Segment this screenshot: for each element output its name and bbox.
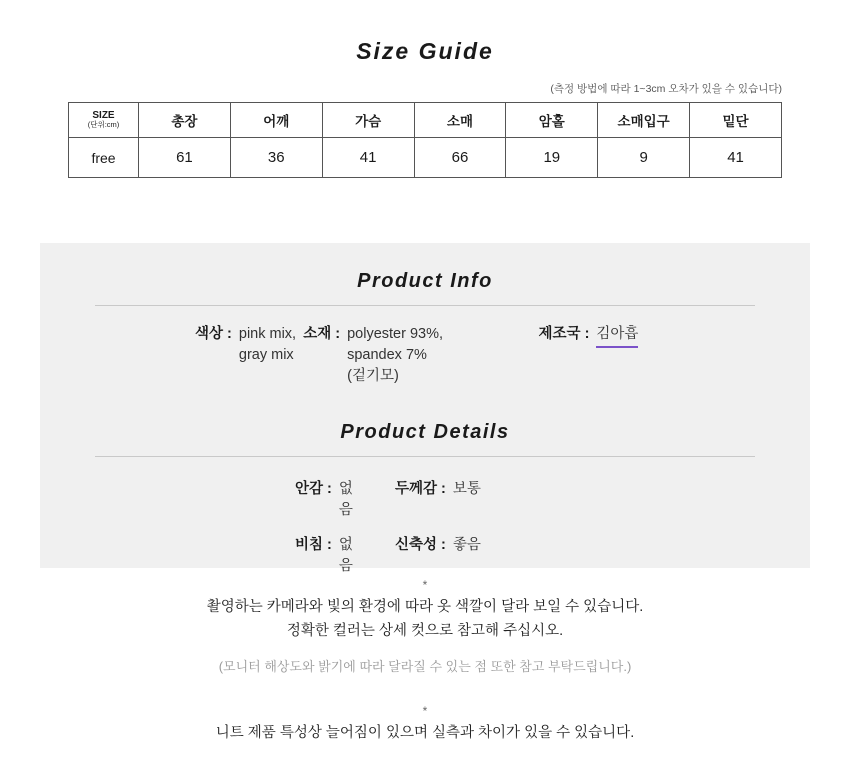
- table-header-cell: 밑단: [690, 103, 782, 138]
- table-header-cell: 암홀: [506, 103, 598, 138]
- table-header-cell: 소매: [414, 103, 506, 138]
- footer-star-1: *: [422, 578, 428, 592]
- product-color-value: [239, 324, 296, 366]
- product-color-label: 색상 :: [195, 326, 232, 342]
- product-info-row: [40, 324, 810, 387]
- product-sheerness-label: 비침 :: [295, 537, 332, 554]
- product-material-value-line2: spandex 7%: [347, 347, 427, 364]
- footer-note-line-2: 정확한 컬러는 상세 컷으로 참고해 주십시오.: [286, 623, 564, 640]
- footer-note-line-1: 촬영하는 카메라와 빛의 환경에 따라 옷 색깔이 달라 보일 수 있습니다.: [206, 599, 644, 616]
- product-details-row-1: [40, 477, 810, 519]
- product-info-panel: [40, 243, 810, 575]
- table-cell-size: free: [69, 138, 139, 178]
- product-origin-label: 제조국 :: [538, 326, 590, 342]
- table-cell: 61: [139, 138, 231, 178]
- table-header-cell: 가슴: [322, 103, 414, 138]
- product-thickness-label: 두께감 :: [395, 481, 446, 498]
- table-header-unit: (단위:cm): [87, 120, 120, 130]
- product-details-row-2: [40, 533, 810, 575]
- table-cell: 19: [506, 138, 598, 178]
- product-material-value: [347, 324, 443, 387]
- product-thickness-field: [345, 477, 605, 519]
- size-guide-measure-note: (측정 방법에 따라 1~3cm 오차가 있을 수 있습니다): [550, 83, 782, 95]
- product-lining-label: 안감 :: [295, 481, 332, 498]
- product-color-value-line2: gray mix: [238, 347, 294, 364]
- table-header-size-label: SIZE: [92, 110, 115, 122]
- product-info-title: Product Info: [357, 270, 493, 292]
- product-elasticity-field: [345, 533, 605, 575]
- product-details-divider: [95, 456, 755, 457]
- table-cell: 41: [690, 138, 782, 178]
- product-origin-value: 김아흡: [596, 324, 638, 348]
- table-header-cell: 소매입구: [598, 103, 690, 138]
- table-cell: 41: [322, 138, 414, 178]
- size-table-container: [0, 102, 850, 178]
- product-thickness-value: 보통: [452, 481, 481, 498]
- footer-block-2: [0, 704, 850, 746]
- table-header-size: [69, 103, 139, 138]
- product-info-divider: [95, 305, 755, 306]
- product-material-value-line1: polyester 93%,: [347, 326, 444, 342]
- product-material-value-line3: (겉기모): [347, 368, 399, 385]
- table-header-cell: 어깨: [230, 103, 322, 138]
- footer-note-line-3: 니트 제품 특성상 늘어짐이 있으며 실측과 차이가 있을 수 있습니다.: [215, 725, 635, 742]
- product-elasticity-value: 좋음: [452, 537, 481, 554]
- product-origin-field: [539, 324, 755, 387]
- table-header-row: [69, 103, 782, 138]
- table-cell: 36: [230, 138, 322, 178]
- size-table: [68, 102, 782, 178]
- table-row: [69, 138, 782, 178]
- size-guide-title: Size Guide: [356, 38, 494, 64]
- footer-star-2: *: [422, 704, 428, 719]
- product-sheerness-field: [95, 533, 353, 575]
- footer-note-muted: (모니터 해상도와 밝기에 따라 달라질 수 있는 점 또한 참고 부탁드립니다.): [218, 659, 632, 675]
- table-header-cell: 총장: [139, 103, 231, 138]
- product-color-field: [95, 324, 303, 387]
- product-elasticity-label: 신축성 :: [395, 537, 446, 554]
- footer-notes: [0, 578, 850, 746]
- product-lining-field: [95, 477, 353, 519]
- product-material-field: [303, 324, 538, 387]
- product-material-label: 소재 :: [303, 326, 341, 342]
- product-lining-value: 없음: [338, 481, 353, 519]
- product-details-title: Product Details: [340, 421, 510, 444]
- product-sheerness-value: 없음: [338, 537, 353, 575]
- table-cell: 66: [414, 138, 506, 178]
- table-cell: 9: [598, 138, 690, 178]
- product-color-value-line1: pink mix,: [238, 326, 297, 342]
